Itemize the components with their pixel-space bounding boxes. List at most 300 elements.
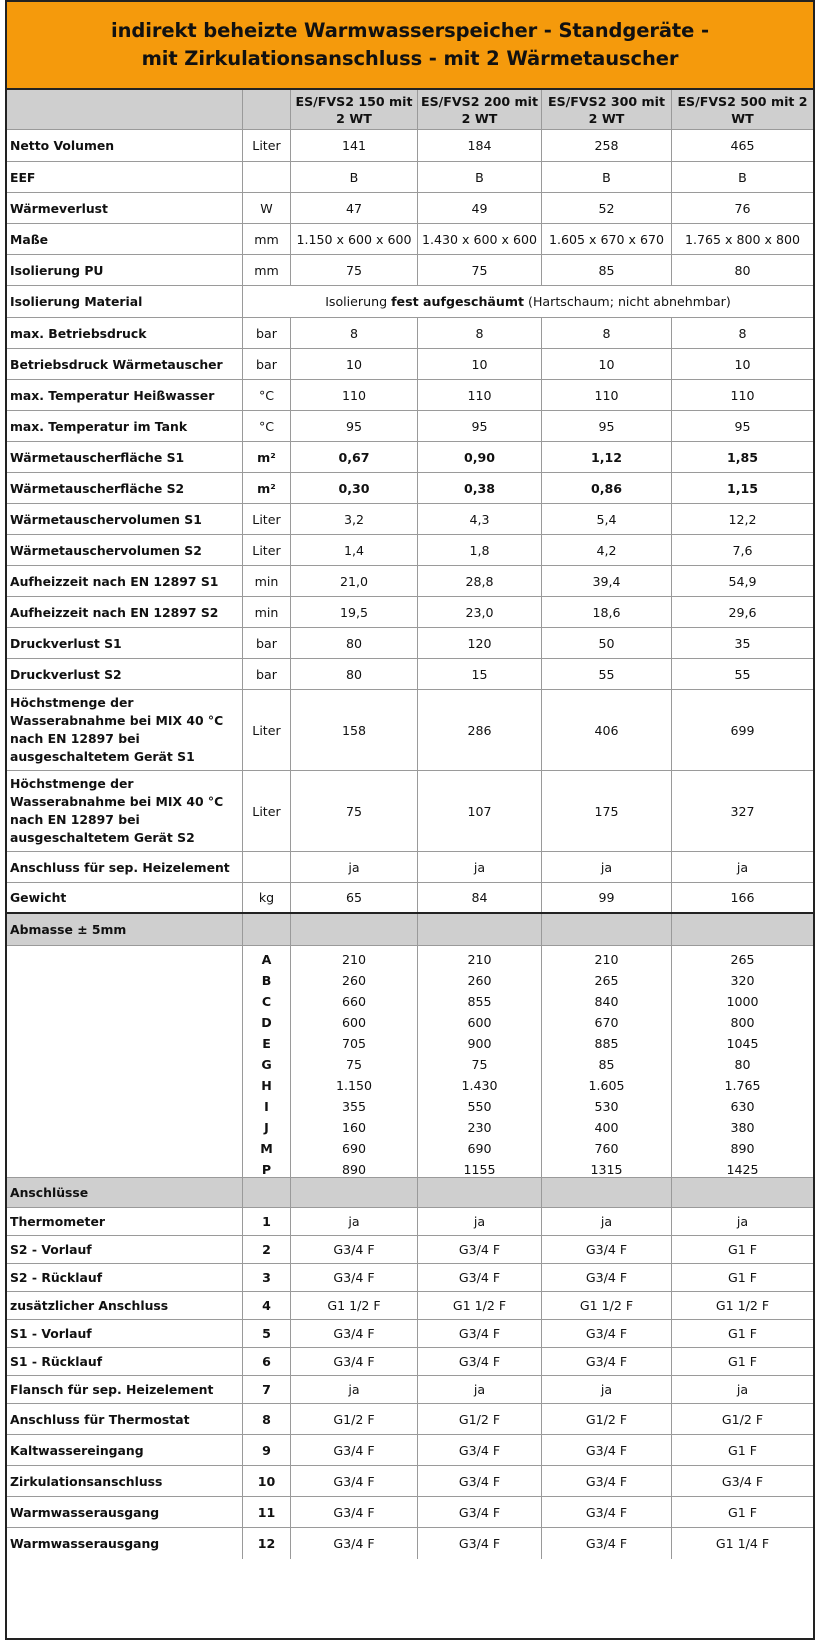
dimension-value: 690 [467,1141,492,1156]
dimension-value: 320 [730,973,755,988]
dimension-value: 1000 [726,994,759,1009]
dimension-value: 600 [341,1015,367,1030]
table-cell: 110 [418,380,542,410]
table-cell: G1 F [727,1326,758,1341]
connection-number: 12 [243,1528,291,1559]
column-header: ES/FVS2 150 mit 2 WT [291,90,418,129]
title-line-2: mit Zirkulationsanschluss - mit 2 Wärmetauscher [141,47,679,70]
row-unit: bar [243,659,291,689]
table-row [7,504,813,535]
table-row [7,162,813,193]
table-cell: 75 [291,771,418,851]
table-cell: 75 [418,255,542,285]
table-cell: 10 [734,356,751,372]
table-cell: 21,0 [291,566,418,596]
dimension-value: 85 [598,1057,615,1072]
row-label: Zirkulationsanschluss [7,1466,243,1496]
row-label: Anschluss für sep. Heizelement [7,852,243,882]
table-cell: 286 [418,690,542,770]
table-cell: G3/4 F [542,1320,672,1347]
connection-number: 1 [243,1208,291,1235]
table-cell: ja [736,1382,749,1397]
dimension-value: 800 [730,1015,755,1030]
row-label: Höchstmenge der Wasserabnahme bei MIX 40 °C nach EN 12897 bei ausgeschaltetem Gerät S1 [7,690,243,770]
table-cell: 1.150 x 600 x 600 [291,224,418,254]
table-row [7,193,813,224]
table-cell: G3/4 F [418,1264,542,1291]
dimension-value: 900 [467,1036,492,1051]
row-unit: bar [243,318,291,348]
dimension-letter: M [260,1141,273,1156]
dimension-value: 890 [730,1141,755,1156]
table-cell: G3/4 F [418,1320,542,1347]
material-description [243,286,813,317]
table-cell: 8 [418,318,542,348]
connection-number: 8 [243,1404,291,1434]
section-title: Abmasse ± 5mm [7,914,243,945]
table-row-material [7,286,813,318]
table-cell: 158 [291,690,418,770]
dimension-letter: G [261,1057,272,1072]
table-cell: G3/4 F [291,1236,418,1263]
dimension-value: 760 [594,1141,619,1156]
specs-section-1 [7,130,813,286]
row-label: Druckverlust S1 [7,628,243,658]
table-cell: 1,85 [726,449,759,465]
table-cell: ja [291,1208,418,1235]
row-label: Höchstmenge der Wasserabnahme bei MIX 40 °C nach EN 12897 bei ausgeschaltetem Gerät S2 [7,771,243,851]
dimension-value: 1155 [463,1162,496,1177]
table-cell: G3/4 F [418,1348,542,1375]
table-row [7,1376,813,1404]
row-label: Kaltwassereingang [7,1435,243,1465]
row-label: Aufheizzeit nach EN 12897 S2 [7,597,243,627]
table-cell: 19,5 [291,597,418,627]
table-cell: 85 [542,255,672,285]
table-cell: G1/2 F [291,1404,418,1434]
row-label: Isolierung PU [7,255,243,285]
row-label: Wärmeverlust [7,193,243,223]
specs-section-2 [7,318,813,914]
dimension-value: 260 [341,973,367,988]
table-cell: G3/4 F [542,1264,672,1291]
table-row [7,1320,813,1348]
table-cell: 10 [418,349,542,379]
row-label: Maße [7,224,243,254]
dimensions-block [7,946,813,1178]
table-row [7,1404,813,1435]
connection-number: 9 [243,1435,291,1465]
table-cell: ja [418,1208,542,1235]
dimension-letters [243,946,291,1177]
table-cell: ja [736,859,749,875]
dimension-value: 80 [734,1057,751,1072]
row-label: max. Betriebsdruck [7,318,243,348]
table-cell: 8 [542,318,672,348]
table-cell: 110 [542,380,672,410]
table-cell: 699 [730,722,755,738]
dimension-value: 265 [594,973,619,988]
dimension-letter: J [264,1120,269,1135]
table-cell: G1 F [727,1354,758,1369]
table-row [7,690,813,771]
row-label: Wärmetauschervolumen S2 [7,535,243,565]
table-cell: 110 [291,380,418,410]
dimension-value: 690 [341,1141,367,1156]
table-cell: 54,9 [728,573,757,589]
dimension-value: 550 [467,1099,492,1114]
row-label: Anschluss für Thermostat [7,1404,243,1434]
row-label: Isolierung Material [7,286,243,317]
table-cell: G3/4 F [418,1497,542,1527]
table-cell: 1,12 [542,442,672,472]
dimension-letter: A [261,952,272,967]
table-cell: G3/4 F [542,1236,672,1263]
table-cell: 110 [730,387,755,403]
row-label: S1 - Vorlauf [7,1320,243,1347]
table-cell: G1/2 F [542,1404,672,1434]
dimension-letter: H [261,1078,272,1093]
table-row [7,1528,813,1559]
row-unit [243,852,291,882]
dimensions-empty-label [7,946,243,1177]
table-cell: 50 [542,628,672,658]
table-cell: G3/4 F [291,1348,418,1375]
dimension-value: 1.430 [461,1078,498,1093]
table-cell: G1 1/2 F [542,1292,672,1319]
table-cell: G3/4 F [418,1435,542,1465]
dimension-value: 1.605 [588,1078,625,1093]
dimension-value: 400 [594,1120,619,1135]
table-cell: 0,30 [291,473,418,503]
table-cell: 258 [542,130,672,161]
table-row [7,473,813,504]
table-cell: 84 [418,883,542,912]
dimension-value: 600 [467,1015,492,1030]
row-label: S2 - Vorlauf [7,1236,243,1263]
dimension-value: 210 [341,952,367,967]
row-label: Wärmetauschervolumen S1 [7,504,243,534]
table-cell: G1/2 F [721,1411,764,1427]
table-cell: G1 1/2 F [291,1292,418,1319]
row-unit: Liter [243,504,291,534]
row-label: Flansch für sep. Heizelement [7,1376,243,1403]
table-cell: 107 [418,771,542,851]
table-cell: 1,15 [726,480,759,496]
table-row [7,411,813,442]
row-label: S1 - Rücklauf [7,1348,243,1375]
table-cell: 3,2 [291,504,418,534]
table-cell: B [291,162,418,192]
connection-number: 2 [243,1236,291,1263]
table-cell: G1 1/2 F [418,1292,542,1319]
row-label: Aufheizzeit nach EN 12897 S1 [7,566,243,596]
table-cell: G3/4 F [542,1435,672,1465]
table-row [7,130,813,162]
table-cell: 5,4 [542,504,672,534]
table-cell: 35 [734,635,751,651]
row-label: Betriebsdruck Wärmetauscher [7,349,243,379]
table-row [7,535,813,566]
table-cell: 29,6 [728,604,757,620]
row-unit: bar [243,349,291,379]
table-cell: B [738,169,747,185]
row-unit: °C [243,380,291,410]
row-label: Netto Volumen [7,130,243,161]
table-cell: 47 [291,193,418,223]
table-cell: G3/4 F [418,1236,542,1263]
table-cell: G1/2 F [418,1404,542,1434]
table-cell: 4,2 [542,535,672,565]
dimension-value: 230 [467,1120,492,1135]
table-cell: 15 [418,659,542,689]
table-cell: 1.605 x 670 x 670 [542,224,672,254]
table-cell: G3/4 F [542,1528,672,1559]
table-row [7,380,813,411]
table-cell: G3/4 F [291,1264,418,1291]
table-row [7,883,813,914]
table-cell: 327 [730,803,755,819]
table-cell: G1 F [727,1242,758,1257]
table-cell: G1 F [727,1504,758,1520]
table-cell: 80 [291,659,418,689]
table-cell: 12,2 [728,511,757,527]
spec-sheet [5,0,815,1640]
table-row [7,349,813,380]
table-cell: ja [542,1376,672,1403]
table-row [7,1264,813,1292]
row-unit: Liter [243,690,291,770]
table-cell: 95 [291,411,418,441]
table-cell: 175 [542,771,672,851]
table-cell: G3/4 F [291,1466,418,1496]
section-header-abmasse [7,914,813,946]
header-empty-unit [243,90,291,129]
table-cell: 55 [542,659,672,689]
row-label: max. Temperatur Heißwasser [7,380,243,410]
table-cell: 8 [291,318,418,348]
section-header-anschluesse [7,1178,813,1208]
row-label: S2 - Rücklauf [7,1264,243,1291]
table-cell: 8 [738,325,747,341]
table-cell: ja [542,852,672,882]
dimension-values-column [418,946,542,1177]
dimension-value: 530 [594,1099,619,1114]
table-cell: 55 [734,666,751,682]
dimension-value: 380 [730,1120,755,1135]
table-cell: G3/4 F [542,1497,672,1527]
table-cell: 18,6 [542,597,672,627]
dimension-values-column [542,946,672,1177]
table-cell: 95 [418,411,542,441]
row-label: Warmwasserausgang [7,1497,243,1527]
table-cell: ja [291,1376,418,1403]
material-text: (Hartschaum; nicht abnehmbar) [524,294,731,309]
connection-number: 6 [243,1348,291,1375]
table-cell: 0,86 [542,473,672,503]
dimension-letter: D [261,1015,272,1030]
dimension-value: 1.765 [724,1078,761,1093]
dimension-value: 1045 [726,1036,759,1051]
table-cell: G3/4 F [542,1348,672,1375]
dimension-value: 160 [341,1120,367,1135]
table-cell: 80 [291,628,418,658]
table-cell: 1.430 x 600 x 600 [418,224,542,254]
row-unit: mm [243,224,291,254]
row-unit: m² [243,473,291,503]
table-row [7,442,813,473]
dimension-value: 75 [345,1057,363,1072]
dimension-value: 885 [594,1036,619,1051]
dimension-values-column [291,946,418,1177]
table-row [7,1435,813,1466]
table-cell: G3/4 F [418,1466,542,1496]
row-label: zusätzlicher Anschluss [7,1292,243,1319]
row-unit: W [243,193,291,223]
title-banner [7,2,813,90]
table-cell: 0,38 [418,473,542,503]
table-row [7,771,813,852]
dimension-value: 855 [467,994,492,1009]
row-label: Thermometer [7,1208,243,1235]
table-cell: 52 [542,193,672,223]
connection-number: 10 [243,1466,291,1496]
table-cell: 10 [542,349,672,379]
table-cell: 95 [542,411,672,441]
table-cell: ja [291,852,418,882]
table-cell: 1.765 x 800 x 800 [684,231,801,247]
table-cell: 141 [291,130,418,161]
dimension-values-column [672,946,813,1177]
header-empty-label [7,90,243,129]
row-unit: °C [243,411,291,441]
table-row [7,318,813,349]
row-unit: mm [243,255,291,285]
table-cell: 1,4 [291,535,418,565]
dimension-value: 75 [471,1057,488,1072]
dimension-value: 210 [594,952,619,967]
table-cell: 465 [730,138,755,153]
table-row [7,1497,813,1528]
table-cell: G1 1/4 F [715,1536,770,1551]
title-line-1: indirekt beheizte Warmwasserspeicher - Standgeräte - [111,19,709,42]
row-unit: Liter [243,535,291,565]
table-cell: 10 [291,349,418,379]
table-cell: 7,6 [732,542,753,558]
table-row [7,597,813,628]
row-label: Gewicht [7,883,243,912]
material-text-bold: fest aufgeschäumt [391,294,525,309]
table-row [7,566,813,597]
table-cell: 99 [542,883,672,912]
table-cell: 4,3 [418,504,542,534]
connection-number: 11 [243,1497,291,1527]
row-unit: min [243,597,291,627]
table-cell: G3/4 F [291,1435,418,1465]
table-cell: 65 [291,883,418,912]
row-unit: Liter [243,130,291,161]
row-unit: kg [243,883,291,912]
table-cell: G3/4 F [418,1528,542,1559]
table-cell: 0,67 [291,442,418,472]
table-row [7,224,813,255]
table-cell: 166 [730,890,755,905]
table-cell: 1,8 [418,535,542,565]
table-cell: 120 [418,628,542,658]
column-header: ES/FVS2 500 mit 2 WT [677,93,808,126]
table-cell: 0,90 [418,442,542,472]
connections-section [7,1208,813,1559]
dimension-letter: I [264,1099,269,1114]
dimension-value: 890 [341,1162,367,1177]
table-cell: ja [736,1214,749,1229]
row-label: Warmwasserausgang [7,1528,243,1559]
section-title: Anschlüsse [7,1178,243,1207]
table-header-row [7,90,813,130]
table-cell: 49 [418,193,542,223]
connection-number: 7 [243,1376,291,1403]
table-cell: ja [542,1208,672,1235]
material-text: Isolierung [325,294,392,309]
connection-number: 3 [243,1264,291,1291]
table-cell: B [542,162,672,192]
table-row [7,255,813,286]
dimension-value: 670 [594,1015,619,1030]
column-header: ES/FVS2 200 mit 2 WT [418,90,542,129]
table-cell: 75 [291,255,418,285]
table-row [7,1208,813,1236]
dimension-value: 660 [341,994,367,1009]
table-row [7,1348,813,1376]
row-unit [243,162,291,192]
table-cell: 95 [734,418,751,434]
table-cell: 80 [734,262,751,278]
table-cell: 184 [418,130,542,161]
table-cell: ja [418,852,542,882]
table-cell: G1 F [727,1270,758,1285]
table-cell: G3/4 F [542,1466,672,1496]
table-cell: G3/4 F [291,1320,418,1347]
table-cell: G3/4 F [291,1528,418,1559]
connection-number: 4 [243,1292,291,1319]
table-cell: ja [418,1376,542,1403]
table-row [7,852,813,883]
row-label: Wärmetauscherfläche S2 [7,473,243,503]
dimension-letter: E [262,1036,271,1051]
table-cell: 23,0 [418,597,542,627]
table-cell: 406 [542,690,672,770]
dimension-value: 1.150 [335,1078,373,1093]
dimension-value: 705 [341,1036,367,1051]
row-label: max. Temperatur im Tank [7,411,243,441]
row-unit: min [243,566,291,596]
dimension-value: 210 [467,952,492,967]
row-unit: Liter [243,771,291,851]
row-label: EEF [7,162,243,192]
table-row [7,628,813,659]
table-cell: G1 F [727,1442,758,1458]
dimension-value: 630 [730,1099,755,1114]
table-cell: G3/4 F [291,1497,418,1527]
table-cell: 39,4 [542,566,672,596]
dimension-value: 840 [594,994,619,1009]
dimension-letter: P [261,1162,272,1177]
table-row [7,1292,813,1320]
table-cell: G1 1/2 F [715,1298,770,1313]
dimension-value: 1425 [726,1162,759,1177]
dimension-value: 260 [467,973,492,988]
table-cell: G3/4 F [721,1473,764,1489]
